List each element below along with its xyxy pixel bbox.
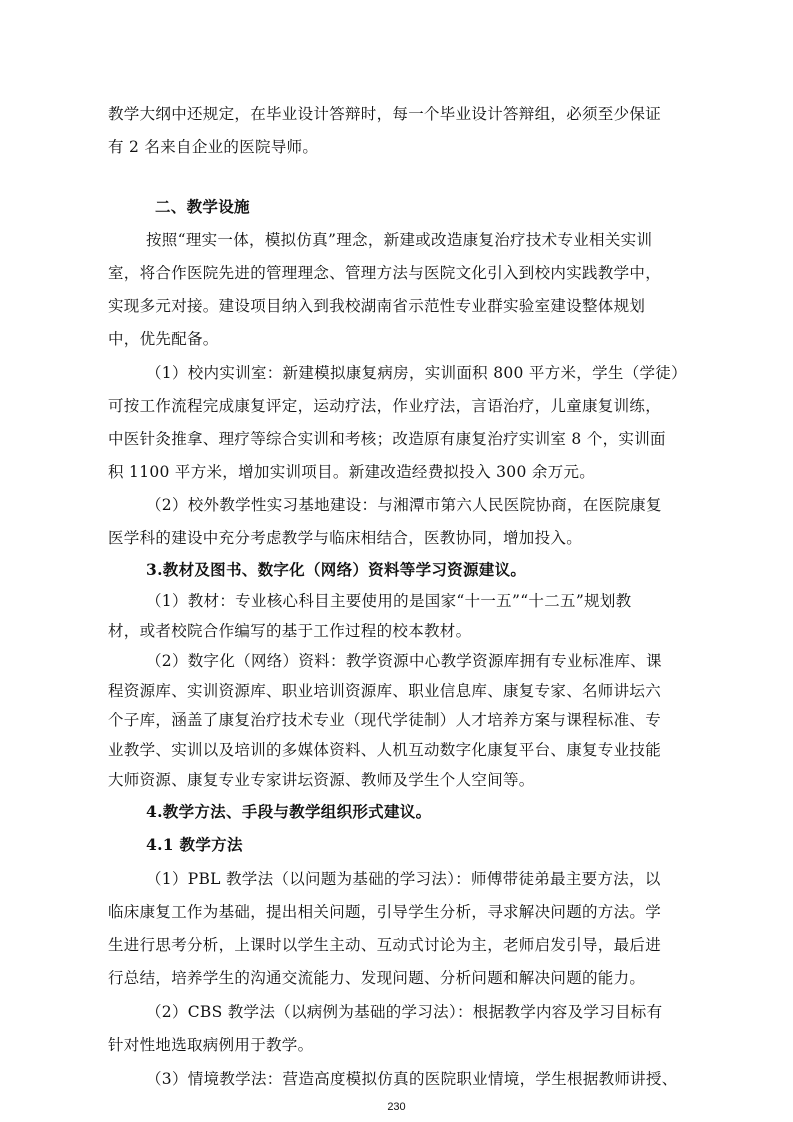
paragraph-line: （2）数字化（网络）资料：教学资源中心教学资源库拥有专业标准库、课 [146,652,662,670]
paragraph-line: （1）校内实训室：新建模拟康复病房，实训面积 800 平方米，学生（学徒） [146,364,687,382]
section-heading: 二、教学设施 [155,197,250,216]
paragraph-line: （2）CBS 教学法（以病例为基础的学习法）：根据教学内容及学习目标有 [146,1003,663,1021]
paragraph-line: （1）教材：专业核心科目主要使用的是国家“十一五”“十二五”规划教 [146,592,632,610]
paragraph-line: 中医针灸推拿、理疗等综合实训和考核；改造原有康复治疗实训室 8 个，实训面 [108,430,666,448]
subsection-heading: 4.1 教学方法 [146,835,243,854]
section-heading: 3.教材及图书、数字化（网络）资料等学习资源建议。 [146,560,527,579]
paragraph-line: （3）情境教学法：营造高度模拟仿真的医院职业情境，学生根据教师讲授、 [146,1070,678,1088]
paragraph-line: 医学科的建设中充分考虑教学与临床相结合，医教协同，增加投入。 [108,529,583,547]
paragraph-line: 室，将合作医院先进的管理理念、管理方法与医院文化引入到校内实践教学中， [108,264,662,282]
paragraph-line: 行总结，培养学生的沟通交流能力、发现问题、分析问题和解决问题的能力。 [108,969,646,987]
paragraph-line: （1）PBL 教学法（以问题为基础的学习法）：师傅带徒弟最主要方法，以 [146,870,661,888]
paragraph-line: 临床康复工作为基础，提出相关问题，引导学生分析，寻求解决问题的方法。学 [108,903,662,921]
paragraph-line: 大师资源、康复专业专家讲坛资源、教师及学生个人空间等。 [108,771,535,789]
paragraph-line: 材，或者校院合作编写的基于工作过程的校本教材。 [108,622,472,640]
paragraph-line: 有 2 名来自企业的医院导师。 [108,138,319,156]
section-heading: 4.教学方法、手段与教学组织形式建议。 [146,802,432,821]
paragraph-line: 实现多元对接。建设项目纳入到我校湖南省示范性专业群实验室建设整体规划 [108,297,646,315]
paragraph-line: 业教学、实训以及培训的多媒体资料、人机互动数字化康复平台、康复专业技能 [108,741,662,759]
paragraph-line: 教学大纲中还规定，在毕业设计答辩时，每一个毕业设计答辩组，必须至少保证 [108,105,662,123]
paragraph-line: 中，优先配备。 [108,330,219,348]
paragraph-line: 个子库，涵盖了康复治疗技术专业（现代学徒制）人才培养方案与课程标准、专 [108,711,662,729]
paragraph-line: 生进行思考分析，上课时以学生主动、互动式讨论为主，老师启发引导，最后进 [108,936,662,954]
paragraph-line: 积 1100 平方米，增加实训项目。新建改造经费拟投入 300 余万元。 [108,463,596,481]
page-number: 230 [387,1101,406,1113]
paragraph-line: 程资源库、实训资源库、职业培训资源库、职业信息库、康复专家、名师讲坛六 [108,682,662,700]
paragraph-line: 按照“理实一体，模拟仿真”理念，新建或改造康复治疗技术专业相关实训 [146,231,653,249]
paragraph-line: 针对性地选取病例用于教学。 [108,1036,314,1054]
paragraph-line: 可按工作流程完成康复评定，运动疗法，作业疗法，言语治疗，儿童康复训练， [108,397,662,415]
paragraph-line: （2）校外教学性实习基地建设：与湘潭市第六人民医院协商，在医院康复 [146,496,662,514]
